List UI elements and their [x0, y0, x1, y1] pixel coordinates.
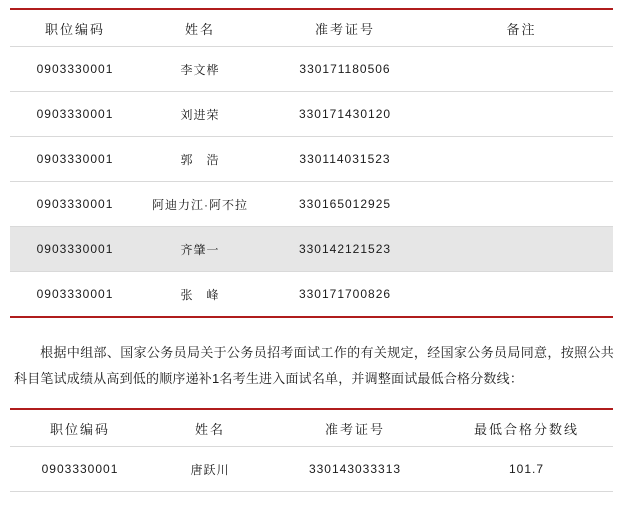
- cell-position-code: 0903330001: [10, 447, 150, 492]
- cell-name: 郭 浩: [140, 137, 260, 182]
- cell-ticket-number: 330171180506: [260, 47, 430, 92]
- cell-name: 唐跃川: [150, 447, 270, 492]
- column-header-position-code: 职位编码: [10, 9, 140, 47]
- cell-remark: [430, 272, 613, 318]
- cell-name: 齐肇一: [140, 227, 260, 272]
- cell-ticket-number: 330114031523: [260, 137, 430, 182]
- document-page: [0, 8, 623, 513]
- cell-position-code: 0903330001: [10, 182, 140, 227]
- column-header-ticket-number: 准考证号: [260, 9, 430, 47]
- cell-remark: [430, 182, 613, 227]
- column-header-min-score: 最低合格分数线: [440, 409, 613, 447]
- bottom-spacer: [10, 492, 613, 502]
- cell-remark: [430, 227, 613, 272]
- cell-name: 张 峰: [140, 272, 260, 318]
- column-header-position-code: 职位编码: [10, 409, 150, 447]
- column-header-name: 姓名: [150, 409, 270, 447]
- cell-position-code: 0903330001: [10, 227, 140, 272]
- column-header-name: 姓名: [140, 9, 260, 47]
- table-row: [10, 182, 613, 227]
- candidate-list-table: [10, 8, 613, 318]
- cell-position-code: 0903330001: [10, 47, 140, 92]
- notice-paragraph: [14, 340, 614, 392]
- cell-min-score: 101.7: [440, 447, 613, 492]
- cell-remark: [430, 137, 613, 182]
- cell-remark: [430, 47, 613, 92]
- cell-position-code: 0903330001: [10, 272, 140, 318]
- cell-name: 李文桦: [140, 47, 260, 92]
- supplementary-candidate-table: [10, 408, 613, 492]
- table-row: [10, 92, 613, 137]
- cell-ticket-number: 330165012925: [260, 182, 430, 227]
- cell-name: 阿迪力江·阿不拉: [140, 182, 260, 227]
- column-header-ticket-number: 准考证号: [270, 409, 440, 447]
- table-header-row: [10, 9, 613, 47]
- column-header-remark: 备注: [430, 9, 613, 47]
- cell-ticket-number: 330171430120: [260, 92, 430, 137]
- cell-ticket-number: 330171700826: [260, 272, 430, 318]
- table-row: [10, 227, 613, 272]
- table-row: [10, 272, 613, 318]
- paragraph-text: 根据中组部、国家公务员局关于公务员招考面试工作的有关规定，经国家公务员局同意，按照公共科目笔试成绩从高到低的顺序递补1名考生进入面试名单，并调整面试最低合格分数线：: [14, 345, 614, 386]
- table-row: [10, 447, 613, 492]
- table-row: [10, 47, 613, 92]
- cell-ticket-number: 330143033313: [270, 447, 440, 492]
- cell-position-code: 0903330001: [10, 92, 140, 137]
- cell-remark: [430, 92, 613, 137]
- cell-name: 刘进荣: [140, 92, 260, 137]
- cell-position-code: 0903330001: [10, 137, 140, 182]
- cell-ticket-number: 330142121523: [260, 227, 430, 272]
- table-header-row: [10, 409, 613, 447]
- table-row: [10, 137, 613, 182]
